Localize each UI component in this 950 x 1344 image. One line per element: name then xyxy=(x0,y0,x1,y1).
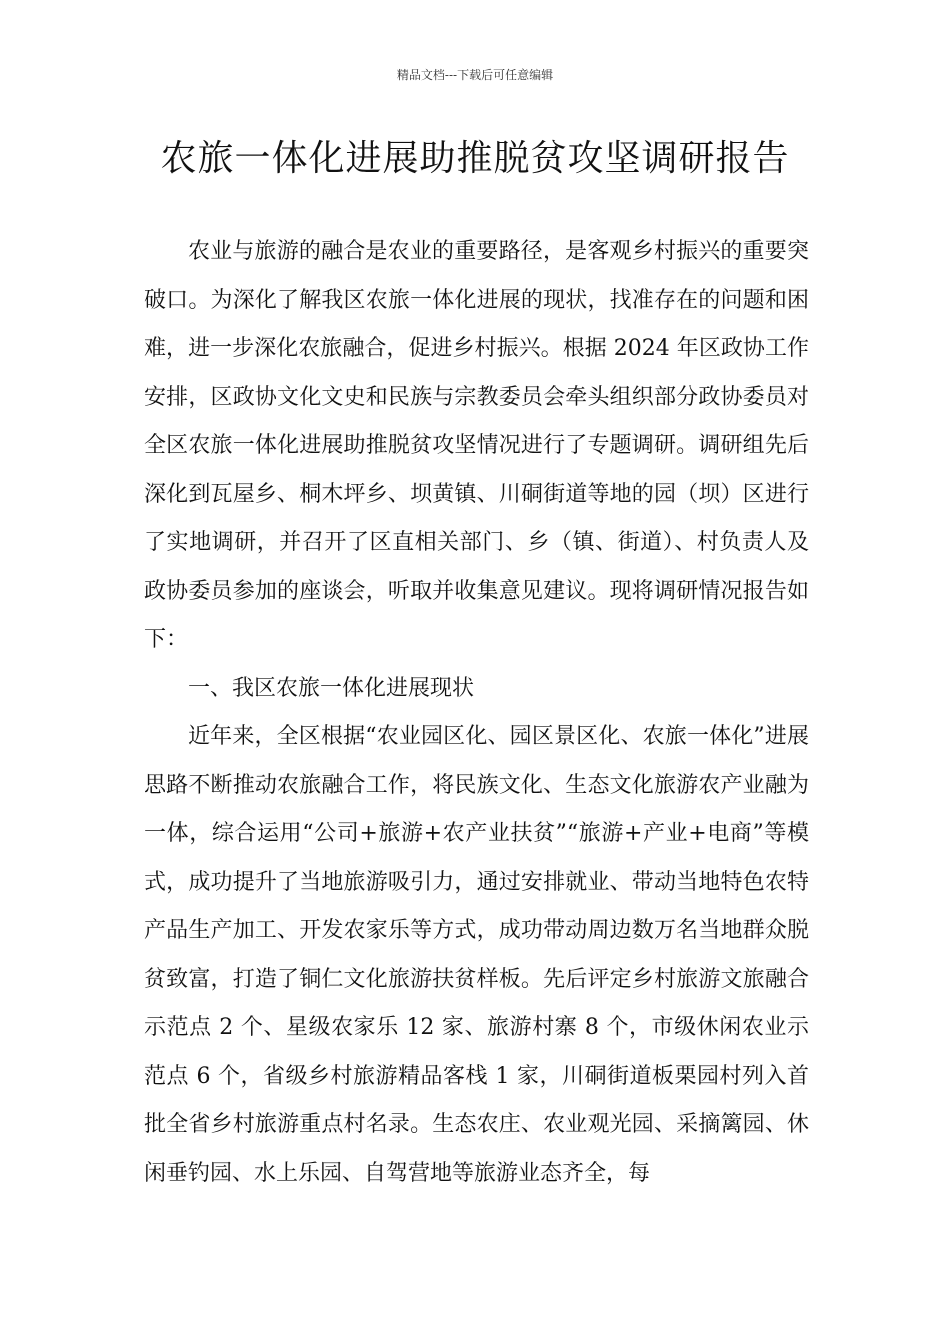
body-paragraph: 近年来，全区根据“农业园区化、园区景区化、农旅一体化”进展思路不断推动农旅融合工作，将民族文化、生态文化旅游农产业融为一体，综合运用“公司+旅游+农产业扶贫”“旅游+产业+电商”等模式，成功提升了当地旅游吸引力，通过安排就业、带动当地特色农特产品生产加工、开发农家乐等方式，成功带动周边数万名当地群众脱贫致富，打造了铜仁文化旅游扶贫样板。先后评定乡村旅游文旅融合示范点 2 个、星级农家乐 12 家、旅游村寨 8 个，市级休闲农业示范点 6 个，省级乡村旅游精品客栈 1 家，川硐街道板栗园村列入首批全省乡村旅游重点村名录。生态农庄、农业观光园、采摘篱园、休闲垂钓园、水上乐园、自驾营地等旅游业态齐全，每 xyxy=(144,724,809,1186)
section-heading: 一、我区农旅一体化进展现状 xyxy=(188,675,475,701)
document-body xyxy=(144,228,809,1198)
header-note: 精品文档---下载后可任意编辑 xyxy=(396,68,554,82)
document-title: 农旅一体化进展助推脱贫攻坚调研报告 xyxy=(160,138,790,179)
intro-paragraph: 农业与旅游的融合是农业的重要路径，是客观乡村振兴的重要突破口。为深化了解我区农旅一体化进展的现状，找准存在的问题和困难，进一步深化农旅融合，促进乡村振兴。根据 2024 年区政协工作安排，区政协文化文史和民族与宗教委员会牵头组织部分政协委员对全区农旅一体化进展助推脱贫攻坚情况进行了专题调研。调研组先后深化到瓦屋乡、桐木坪乡、坝黄镇、川硐街道等地的园（坝）区进行了实地调研，并召开了区直相关部门、乡（镇、街道）、村负责人及政协委员参加的座谈会，听取并收集意见建议。现将调研情况报告如下： xyxy=(144,239,809,652)
